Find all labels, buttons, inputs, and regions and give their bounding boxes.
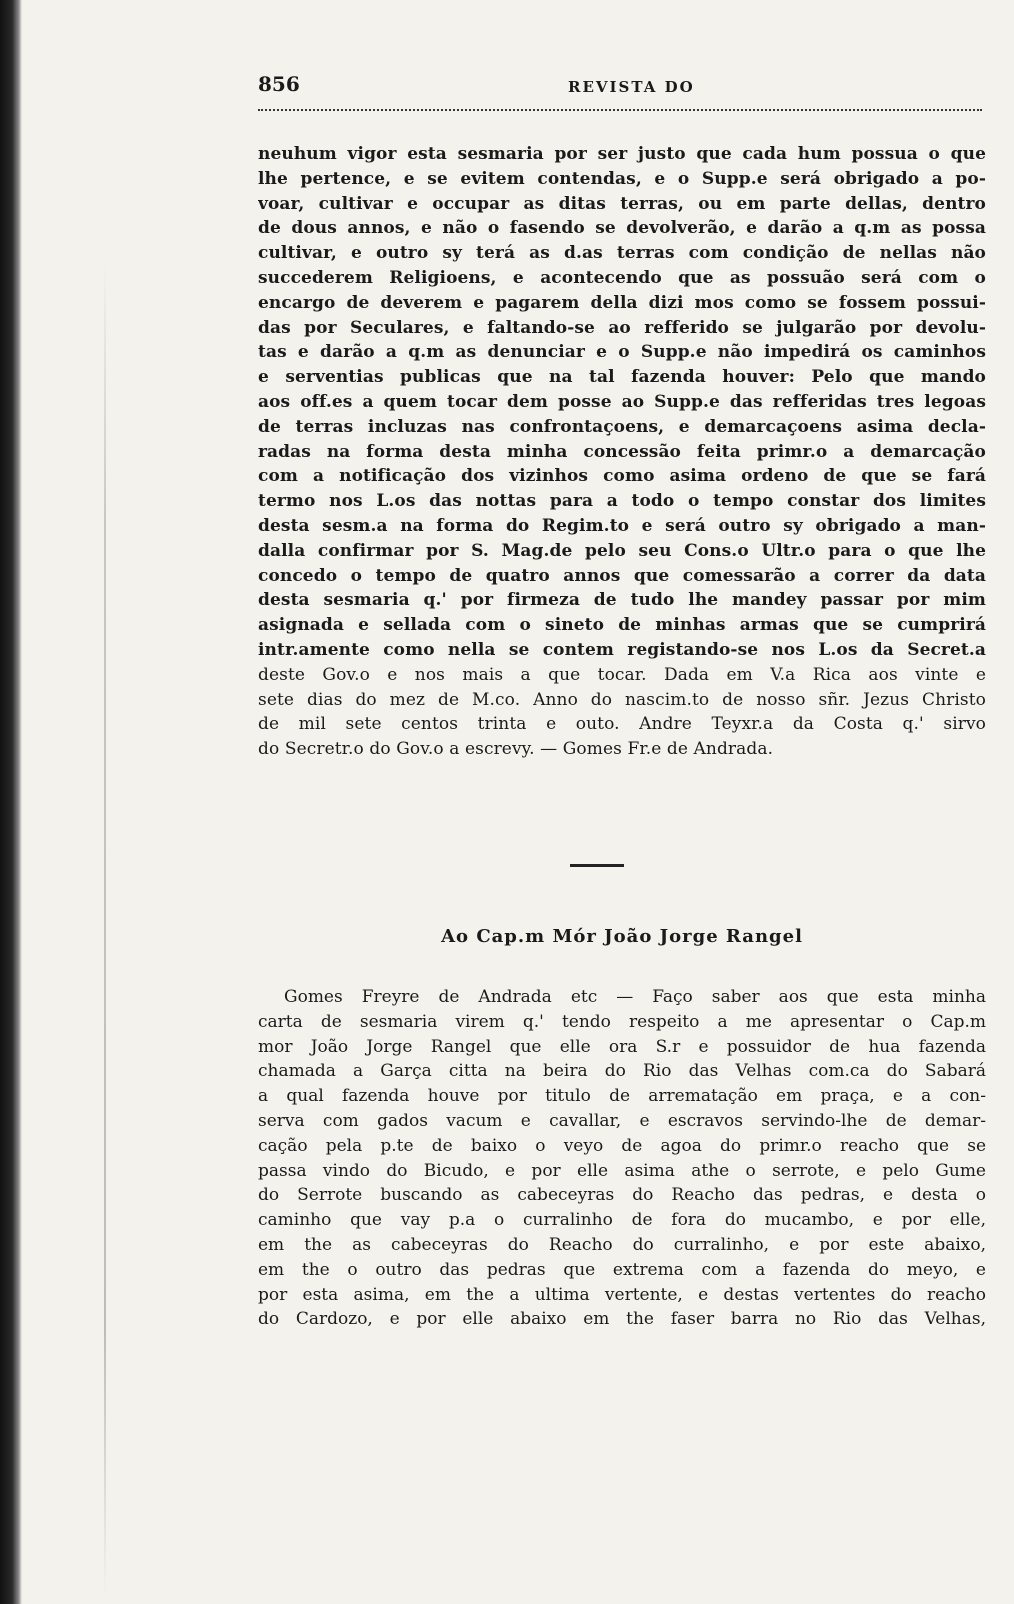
text-line: voar, cultivar e occupar as ditas terras, ou em parte dellas, dentro [258, 193, 986, 214]
text-line: cultivar, e outro sy terá as d.as terras com condição de nellas não [258, 243, 986, 264]
text-line: caminho que vay p.a o curralinho de fora do mucambo, e por elle, [258, 1210, 986, 1231]
text-line: de mil sete centos trinta e outo. Andre Teyxr.a da Costa q.' sirvo [258, 714, 986, 735]
text-line: e serventias publicas que na tal fazenda houver: Pelo que mando [258, 367, 986, 388]
header-rule [258, 109, 982, 115]
text-line: intr.amente como nella se contem registando-se nos L.os da Secret.a [258, 639, 986, 660]
text-line: do Serrote buscando as cabeceyras do Reacho das pedras, e desta o [258, 1185, 986, 1206]
text-line: sete dias do mez de M.co. Anno do nascim.to de nosso sñr. Jezus Christo [258, 689, 986, 710]
text-line: passa vindo do Bicudo, e por elle asima athe o serrote, e pelo Gume [258, 1160, 986, 1181]
text-line: chamada a Garça citta na beira do Rio das Velhas com.ca do Sabará [258, 1061, 986, 1082]
running-title: REVISTA DO [568, 78, 695, 96]
text-line: serva com gados vacum e cavallar, e escravos servindo-lhe de demar- [258, 1110, 986, 1131]
text-line: a qual fazenda houve por titulo de arrematação em praça, e a con- [258, 1086, 986, 1107]
text-line: deste Gov.o e nos mais a que tocar. Dada em V.a Rica aos vinte e [258, 664, 986, 685]
text-line: de terras incluzas nas confrontaçoens, e demarcaçoens asima decla- [258, 416, 986, 437]
text-line: dalla confirmar por S. Mag.de pelo seu Cons.o Ultr.o para o que lhe [258, 540, 986, 561]
text-line: Gomes Freyre de Andrada etc — Faço saber aos que esta minha [284, 987, 986, 1007]
text-line: carta de sesmaria virem q.' tendo respeito a me apresentar o Cap.m [258, 1011, 986, 1032]
page-number: 856 [258, 72, 300, 96]
text-line: succederem Religioens, e acontecendo que as possuão será com o [258, 267, 986, 288]
text-line: por esta asima, em the a ultima vertente, e destas vertentes do reacho [258, 1284, 986, 1305]
text-line: com a notificação dos vizinhos como asima ordeno de que se fará [258, 466, 986, 487]
page-header [258, 72, 982, 102]
text-line: termo nos L.os das nottas para a todo o tempo constar dos limites [258, 491, 986, 512]
text-line: radas na forma desta minha concessão feita primr.o a demarcação [258, 441, 986, 462]
text-line: de dous annos, e não o fasendo se devolverão, e darão a q.m as possa [258, 218, 986, 239]
text-line: encargo de deverem e pagarem della dizi mos como se fossem possui- [258, 292, 986, 313]
text-line: das por Seculares, e faltando-se ao refferido se julgarão por devolu- [258, 317, 986, 338]
text-line: desta sesmaria q.' por firmeza de tudo lhe mandey passar por mim [258, 590, 986, 611]
section-separator [570, 864, 624, 867]
text-line: mor João Jorge Rangel que elle ora S.r e possuidor de hua fazenda [258, 1036, 986, 1057]
text-line: tas e darão a q.m as denunciar e o Supp.e não impedirá os caminhos [258, 342, 986, 363]
text-line: cação pela p.te de baixo o veyo de agoa do primr.o reacho que se [258, 1135, 986, 1156]
book-spine-shadow [0, 0, 22, 1604]
text-line: em the as cabeceyras do Reacho do curralinho, e por este abaixo, [258, 1234, 986, 1255]
section-heading: Ao Cap.m Mór João Jorge Rangel [441, 926, 803, 947]
text-line: asignada e sellada com o sineto de minhas armas que se cumprirá [258, 615, 986, 636]
text-line: do Secretr.o do Gov.o a escrevy. — Gomes Fr.e de Andrada. [258, 739, 774, 760]
text-line: neuhum vigor esta sesmaria por ser justo que cada hum possua o que [258, 144, 986, 164]
text-line: aos off.es a quem tocar dem posse ao Supp.e das refferidas tres legoas [258, 391, 986, 412]
gutter-shadow [104, 260, 106, 1600]
text-line: em the o outro das pedras que extrema com a fazenda do meyo, e [258, 1259, 986, 1280]
paragraph-2 [258, 985, 986, 1332]
text-line: lhe pertence, e se evitem contendas, e o Supp.e será obrigado a po- [258, 168, 986, 189]
text-line: do Cardozo, e por elle abaixo em the faser barra no Rio das Velhas, [258, 1309, 986, 1330]
paragraph-1 [258, 142, 986, 762]
text-line: concedo o tempo de quatro annos que comessarão a correr da data [258, 565, 986, 586]
text-line: desta sesm.a na forma do Regim.to e será outro sy obrigado a man- [258, 515, 986, 536]
